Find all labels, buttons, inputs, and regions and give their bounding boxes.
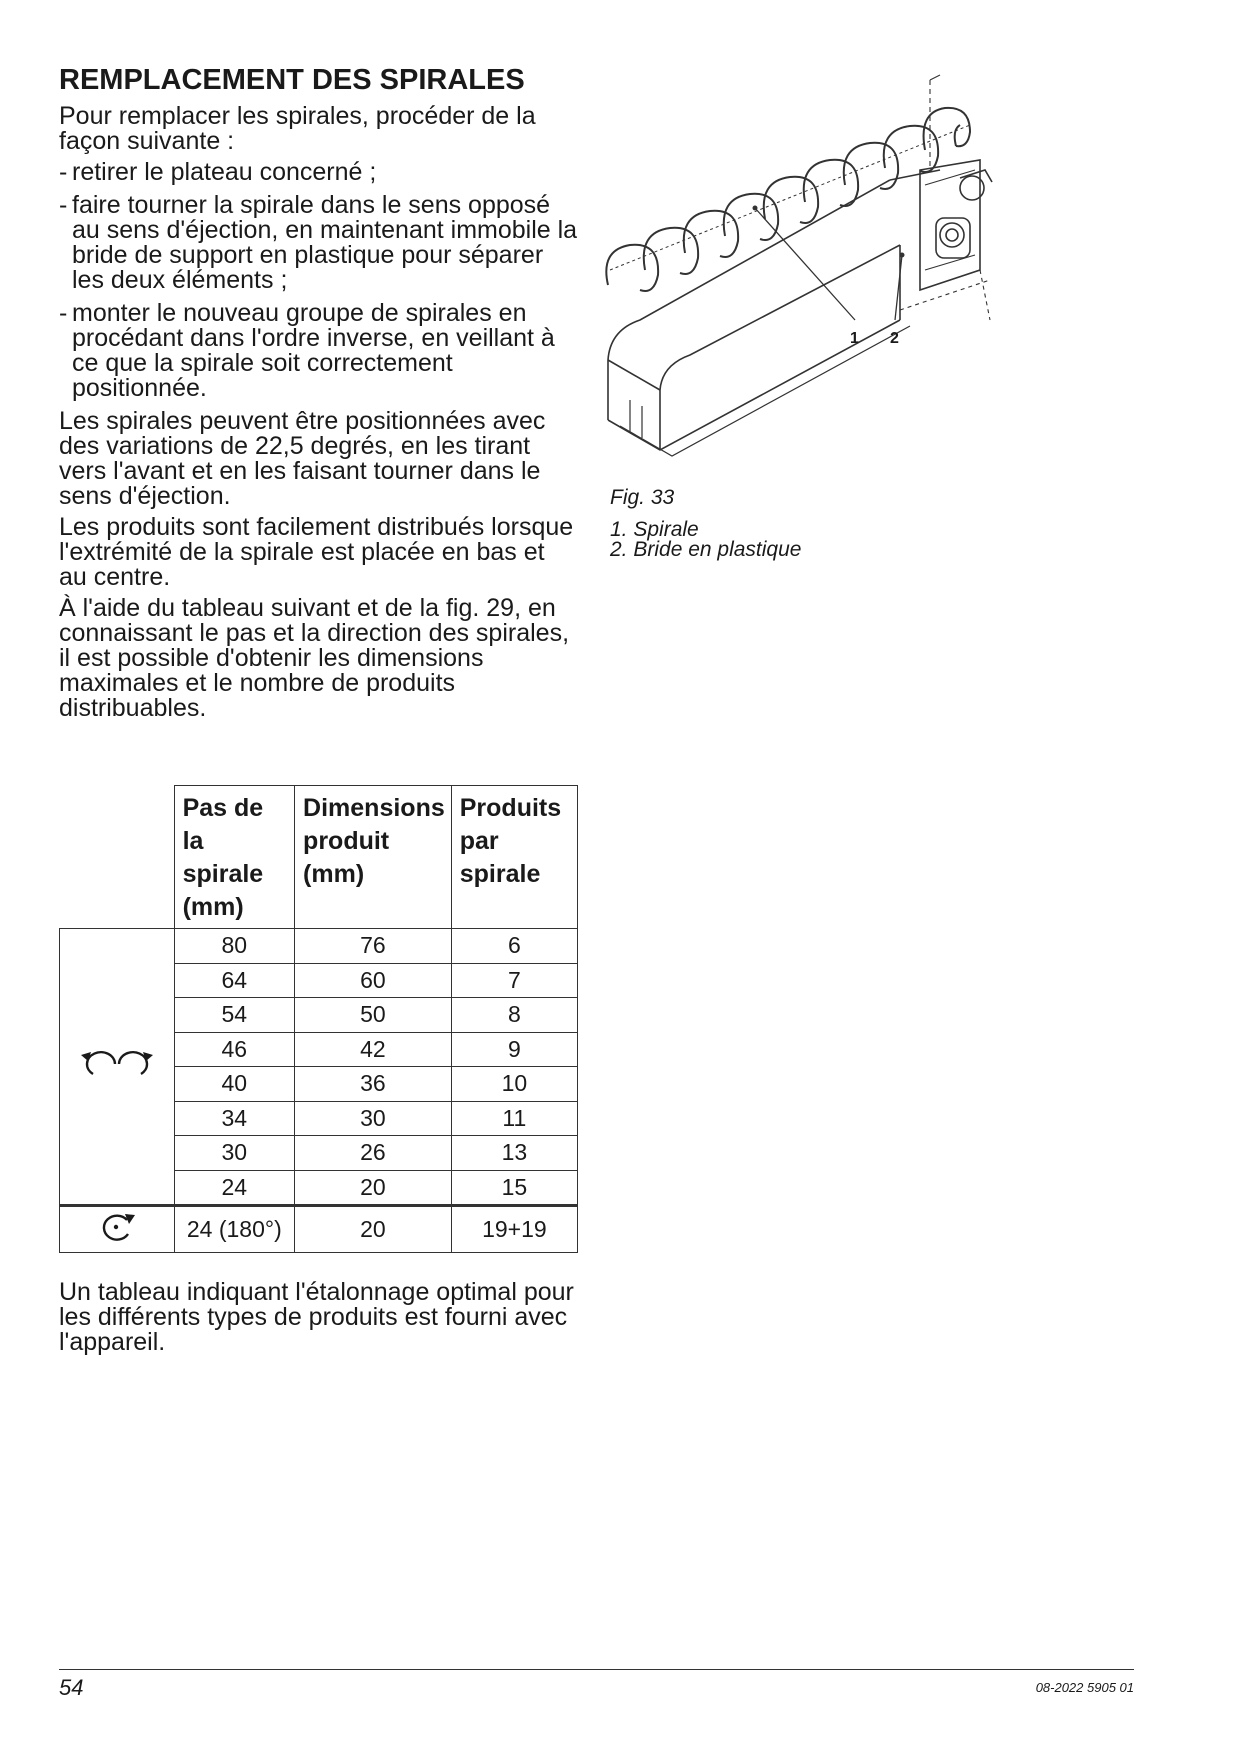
header-dimensions: Dimensions produit (mm): [295, 786, 452, 929]
callout-2: 2: [890, 330, 899, 347]
cell-pitch: 34: [174, 1101, 294, 1136]
cell-products: 11: [451, 1101, 577, 1136]
cell-pitch: 24: [174, 1170, 294, 1206]
cell-pitch: 30: [174, 1136, 294, 1171]
cell-dimension: 20: [295, 1170, 452, 1206]
header-products: Produits par spirale: [451, 786, 577, 929]
footer-divider: [59, 1669, 1134, 1670]
table-header-blank: [60, 786, 175, 929]
closing-paragraph: Un tableau indiquant l'étalonnage optimal pour les différents types de produits est fourni avec l'appareil.: [59, 1278, 574, 1356]
cell-dimension: 36: [295, 1067, 452, 1102]
cell-pitch: 54: [174, 998, 294, 1033]
cell-products: 10: [451, 1067, 577, 1102]
double-rotation-icon: [79, 1044, 155, 1084]
spiral-assembly-illustration: [600, 70, 1020, 490]
cell-products: 15: [451, 1170, 577, 1206]
step-item: - retirer le plateau concerné ;: [59, 160, 579, 185]
steps-list: [59, 160, 579, 401]
figure-caption: Fig. 33: [610, 486, 675, 509]
single-rotation-icon: [97, 1210, 137, 1244]
cell-products: 19+19: [451, 1206, 577, 1253]
cell-products: 6: [451, 929, 577, 964]
cell-pitch: 40: [174, 1067, 294, 1102]
step-item: - monter le nouveau groupe de spirales en procédant dans l'ordre inverse, en veillant à ce que la spirale soit correctement positionnée.: [59, 301, 579, 401]
table-row: [60, 929, 578, 964]
header-pitch: Pas de la spirale (mm): [174, 786, 294, 929]
page-title: REMPLACEMENT DES SPIRALES: [59, 64, 525, 96]
table-header-row: [60, 786, 578, 929]
intro-paragraph: Pour remplacer les spirales, procéder de la façon suivante :: [59, 102, 536, 155]
spiral-table: [59, 785, 578, 1253]
cell-products: 9: [451, 1032, 577, 1067]
step-item: - faire tourner la spirale dans le sens opposé au sens d'éjection, en maintenant immobile la bride de support en plastique pour séparer les deux éléments ;: [59, 193, 579, 293]
cell-dimension: 50: [295, 998, 452, 1033]
paragraph-distribution: Les produits sont facilement distribués lorsque l'extrémité de la spirale est placée en bas et au centre.: [59, 513, 574, 591]
table-row-special: [60, 1206, 578, 1253]
legend-item: 2. Bride en plastique: [610, 538, 802, 561]
icon-cell: [60, 1206, 175, 1253]
cell-pitch: 24 (180°): [174, 1206, 294, 1253]
cell-pitch: 80: [174, 929, 294, 964]
cell-pitch: 64: [174, 963, 294, 998]
paragraph-table-reference: À l'aide du tableau suivant et de la fig. 29, en connaissant le pas et la direction des spirales, il est possible d'obtenir les dimensions maximales et le nombre de produits distribuables.: [59, 594, 570, 722]
cell-dimension: 60: [295, 963, 452, 998]
page-number: 54: [59, 1675, 84, 1700]
callout-1: 1: [850, 330, 859, 347]
document-code: 08-2022 5905 01: [1035, 1680, 1134, 1695]
cell-products: 8: [451, 998, 577, 1033]
cell-products: 13: [451, 1136, 577, 1171]
icon-cell: [60, 929, 175, 1206]
cell-dimension: 26: [295, 1136, 452, 1171]
main-text: [59, 104, 579, 727]
cell-pitch: 46: [174, 1032, 294, 1067]
paragraph-positioning: Les spirales peuvent être positionnées avec des variations de 22,5 degrés, en les tirant vers l'avant et en les faisant tourner dans le sens d'éjection.: [59, 407, 546, 510]
cell-dimension: 42: [295, 1032, 452, 1067]
cell-dimension: 20: [295, 1206, 452, 1253]
legend-item: 1. Spirale: [610, 518, 699, 541]
cell-dimension: 76: [295, 929, 452, 964]
cell-dimension: 30: [295, 1101, 452, 1136]
figure-legend: [610, 520, 801, 560]
cell-products: 7: [451, 963, 577, 998]
